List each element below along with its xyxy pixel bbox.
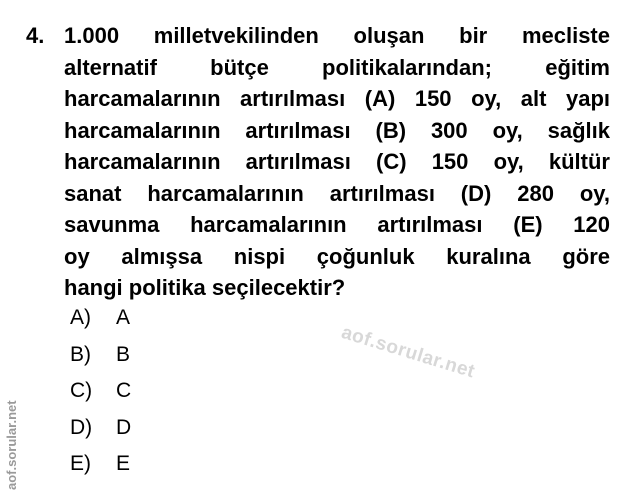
option-letter: E) [70, 452, 91, 475]
option-text: C [116, 379, 132, 402]
option-letter: C) [70, 379, 93, 402]
question-line: harcamalarının artırılması (A) 150 oy, alt yapı [64, 86, 610, 111]
option-a[interactable] [70, 300, 270, 337]
option-letter: A) [70, 306, 91, 329]
option-b[interactable] [70, 337, 270, 374]
watermark-side: aof.sorular.net [4, 400, 19, 490]
question-number: 4. [26, 23, 45, 48]
answer-options [70, 300, 270, 483]
option-letter: B) [70, 342, 91, 366]
question-line: oy almışsa nispi çoğunluk kuralına göre [64, 243, 610, 269]
option-c[interactable] [70, 373, 270, 410]
question-line: harcamalarının artırılması (B) 300 oy, sağlık [64, 117, 610, 143]
option-text: B [116, 342, 131, 366]
question-line: savunma harcamalarının artırılması (E) 120 [64, 212, 610, 237]
option-e[interactable] [70, 446, 270, 483]
question-line: alternatif bütçe politikalarından; eğitim [64, 54, 610, 80]
question-line: hangi politika seçilecektir? [64, 275, 346, 300]
option-text: E [116, 452, 131, 475]
watermark-center: aof.sorular.net [338, 322, 478, 383]
option-d[interactable] [70, 410, 270, 447]
option-text: D [116, 415, 132, 439]
option-letter: D) [70, 415, 93, 439]
question-line: 1.000 milletvekilinden oluşan bir mecliste [64, 23, 610, 48]
option-text: A [116, 306, 131, 329]
question-line: sanat harcamalarının artırılması (D) 280 oy, [64, 180, 610, 206]
question-text [64, 20, 610, 304]
question-line: harcamalarının artırılması (C) 150 oy, kültür [64, 149, 610, 174]
